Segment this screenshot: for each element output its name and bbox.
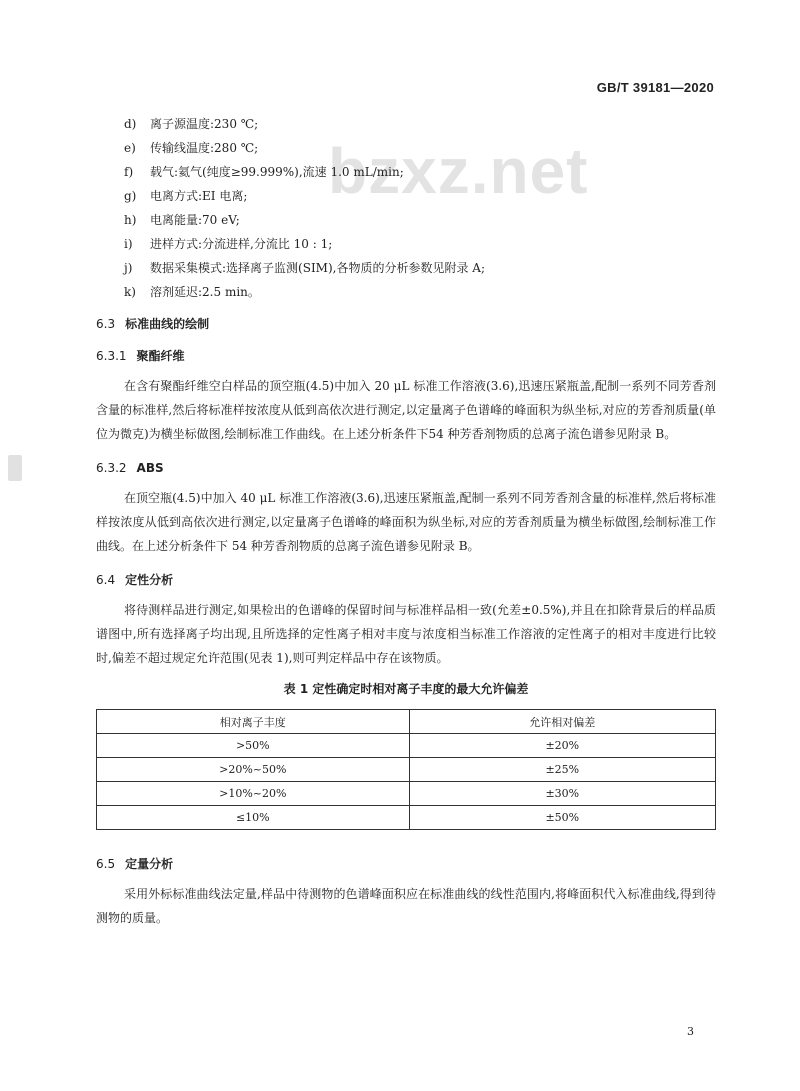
section-heading-6-3-1: 6.3.1 聚酯纤维 <box>96 349 185 363</box>
table-cell: >20%~50% <box>97 758 410 782</box>
side-mark <box>8 455 22 481</box>
list-item: i) 进样方式:分流进样,分流比 10 : 1; <box>124 237 333 251</box>
list-item: f) 载气:氦气(纯度≥99.999%),流速 1.0 mL/min; <box>124 165 404 179</box>
standard-code: GB/T 39181—2020 <box>596 80 714 95</box>
table-row <box>97 734 716 758</box>
section-heading-6-4: 6.4 定性分析 <box>96 573 174 587</box>
table-row <box>97 782 716 806</box>
list-item: e) 传输线温度:280 ℃; <box>124 141 259 155</box>
section-heading-6-3-2: 6.3.2 ABS <box>96 461 164 475</box>
deviation-table <box>96 709 716 830</box>
paragraph-abs: 在顶空瓶(4.5)中加入 40 μL 标准工作溶液(3.6),迅速压紧瓶盖,配制一系列不同芳香剂含量的标准样,然后将标准样按浓度从低到高依次进行测定,以定量离子色谱峰的峰面积为纵坐标,对应的芳香剂质量为横坐标做图,绘制标准工作曲线。在上述分析条件下 54 种芳香剂物质的总离子流色谱参见附录 B。 <box>96 491 716 553</box>
watermark: bzxz.net <box>328 135 589 207</box>
table-header-cell: 允许相对偏差 <box>409 710 715 734</box>
table-cell: ±25% <box>409 758 715 782</box>
list-item: h) 电离能量:70 eV; <box>124 213 240 227</box>
table-header-row <box>97 710 716 734</box>
table-cell: ±20% <box>409 734 715 758</box>
paragraph-quantitative: 采用外标标准曲线法定量,样品中待测物的色谱峰面积应在标准曲线的线性范围内,将峰面积代入标准曲线,得到待测物的质量。 <box>96 887 716 925</box>
list-item: g) 电离方式:EI 电离; <box>124 189 248 203</box>
list-item: j) 数据采集模式:选择离子监测(SIM),各物质的分析参数见附录 A; <box>124 261 485 275</box>
table-row <box>97 758 716 782</box>
paragraph-qualitative: 将待测样品进行测定,如果检出的色谱峰的保留时间与标准样品相一致(允差±0.5%),并且在扣除背景后的样品质谱图中,所有选择离子均出现,且所选择的定性离子相对丰度与浓度相当标准工作溶液的定性离子的相对丰度进行比较时,偏差不超过规定允许范围(见表 1),则可判定样品中存在该物质。 <box>96 603 716 665</box>
table-row <box>97 806 716 830</box>
paragraph-polyester: 在含有聚酯纤维空白样品的顶空瓶(4.5)中加入 20 μL 标准工作溶液(3.6),迅速压紧瓶盖,配制一系列不同芳香剂含量的标准样,然后将标准样按浓度从低到高依次进行测定,以定量离子色谱峰的峰面积为纵坐标,对应的芳香剂质量(单位为微克)为横坐标做图,绘制标准工作曲线。在上述分析条件下54 种芳香剂物质的总离子流色谱参见附录 B。 <box>96 379 716 441</box>
page-number: 3 <box>687 1025 694 1038</box>
document-body <box>96 112 716 930</box>
table-cell: >10%~20% <box>97 782 410 806</box>
table-cell: ±30% <box>409 782 715 806</box>
list-item: k) 溶剂延迟:2.5 min。 <box>124 285 260 299</box>
section-heading-6-3: 6.3 标准曲线的绘制 <box>96 317 210 331</box>
table-cell: ±50% <box>409 806 715 830</box>
table-cell: >50% <box>97 734 410 758</box>
table-cell: ≤10% <box>97 806 410 830</box>
list-item: d) 离子源温度:230 ℃; <box>124 117 259 131</box>
table-header-cell: 相对离子丰度 <box>97 710 410 734</box>
section-heading-6-5: 6.5 定量分析 <box>96 857 174 871</box>
conditions-list <box>96 112 716 304</box>
table-caption: 表 1 定性确定时相对离子丰度的最大允许偏差 <box>283 682 529 696</box>
